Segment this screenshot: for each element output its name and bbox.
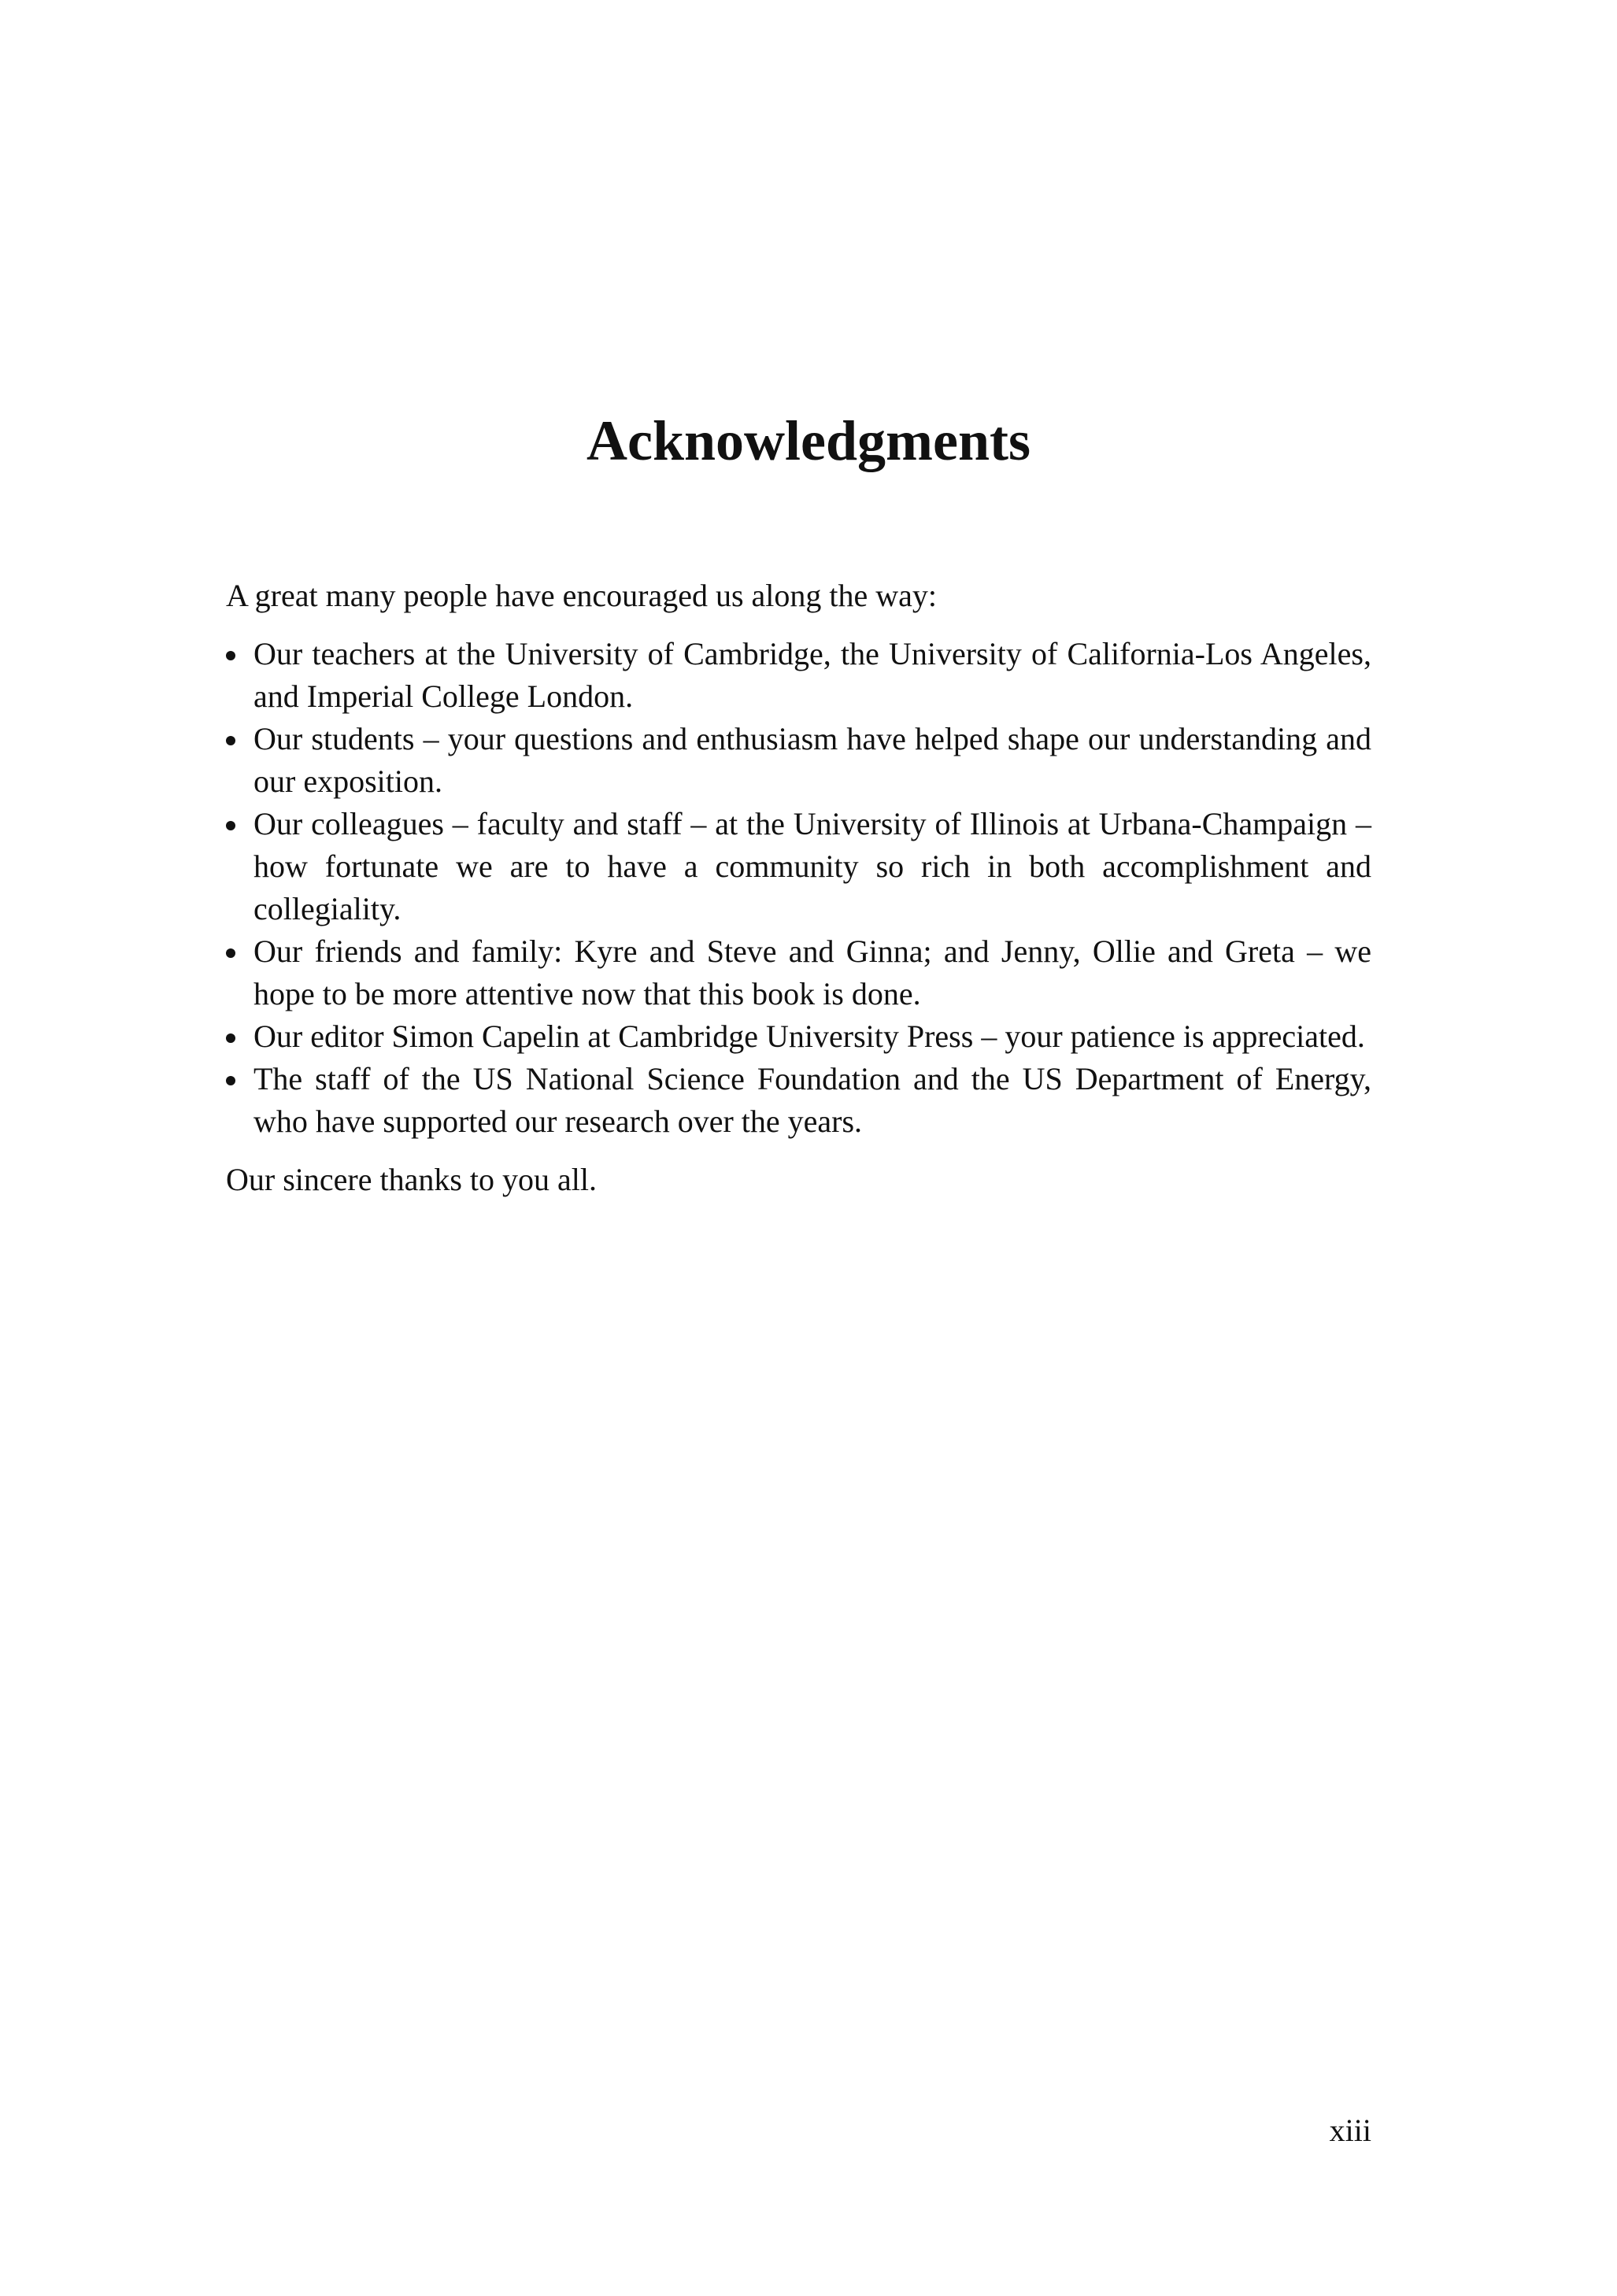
list-item	[226, 1015, 1371, 1058]
list-item-text: Our colleagues – faculty and staff – at the University of Illinois at Urbana-Champaign – how fortunate we are to have a community so rich in both accomplishment and collegiality.	[253, 806, 1371, 926]
page-title: Acknowledgments	[586, 409, 1031, 472]
list-item	[226, 930, 1371, 1015]
list-item	[226, 1058, 1371, 1143]
bullet-icon	[226, 1076, 235, 1085]
acknowledgments-list	[226, 633, 1371, 1143]
list-item-text: Our students – your questions and enthusiasm have helped shape our understanding and our exposition.	[253, 721, 1371, 799]
bullet-icon	[226, 948, 235, 958]
list-item	[226, 633, 1371, 718]
bullet-icon	[226, 736, 235, 745]
list-item-text: The staff of the US National Science Foundation and the US Department of Energy, who have supported our research over the years.	[253, 1061, 1371, 1139]
intro-paragraph: A great many people have encouraged us along the way:	[226, 578, 938, 613]
list-item-text: Our editor Simon Capelin at Cambridge University Press – your patience is appreciated.	[253, 1019, 1365, 1054]
list-item-text: Our friends and family: Kyre and Steve and Ginna; and Jenny, Ollie and Greta – we hope to be more attentive now that this book is done.	[253, 934, 1371, 1011]
list-item-text: Our teachers at the University of Cambridge, the University of California-Los Angeles, and Imperial College London.	[253, 636, 1371, 714]
acknowledgments-body	[226, 575, 1371, 1201]
bullet-icon	[226, 651, 235, 660]
bullet-icon	[226, 1033, 235, 1043]
bullet-icon	[226, 821, 235, 830]
page-number: xiii	[1329, 2113, 1371, 2148]
closing-paragraph: Our sincere thanks to you all.	[226, 1162, 597, 1197]
list-item	[226, 803, 1371, 930]
list-item	[226, 718, 1371, 803]
